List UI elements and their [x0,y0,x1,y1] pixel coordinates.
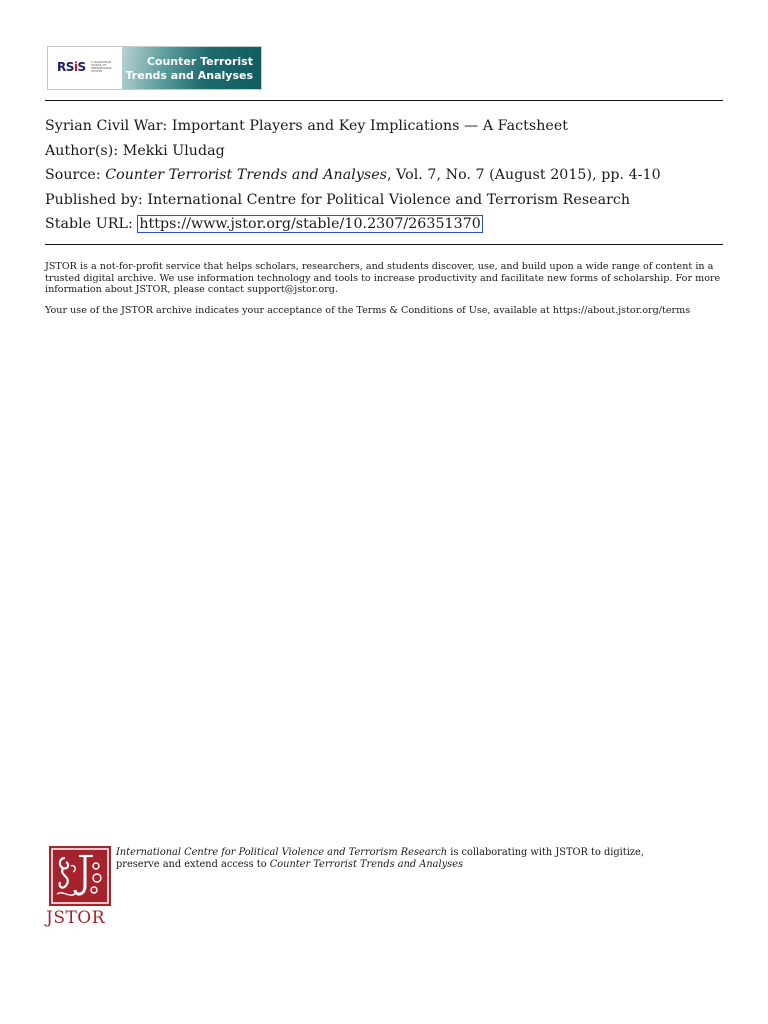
rsis-logo-subtext: S. RAJARATNAM SCHOOL OF INTERNATIONAL STUDIES [91,61,112,73]
top-divider [45,100,723,101]
source-label: Source: [45,167,106,183]
journal-banner [47,46,262,90]
author-name: Mekki Uludag [122,143,225,159]
jstor-wordmark: JSTOR [46,908,106,928]
middle-divider [45,244,723,245]
jstor-service-notice: JSTOR is a not-for-profit service that helps scholars, researchers, and students discover, use, and build upon a wide range of content in a trusted digital archive. We use information technology and tools to increase productivity and facilitate new forms of scholarship. For more information about JSTOR, please contact support@jstor.org. [45,261,721,295]
stable-url-label: Stable URL: [45,216,138,232]
author-label: Author(s): [45,143,123,159]
author-line [45,142,225,160]
jstor-emblem-icon [49,846,111,906]
publisher-name: International Centre for Political Violence and Terrorism Research [147,192,631,208]
collaboration-notice [116,847,676,870]
terms-notice: Your use of the JSTOR archive indicates your acceptance of the Terms & Conditions of Use, available at https://about.jstor.org/terms [45,305,691,316]
publisher-label: Published by: [45,192,148,208]
rsis-logo-text: RSiS [57,60,86,74]
stable-url-line [45,215,483,233]
collab-journal: Counter Terrorist Trends and Analyses [269,858,464,870]
article-title: Syrian Civil War: Important Players and Key Implications — A Factsheet [45,118,569,134]
stable-url-link[interactable]: https://www.jstor.org/stable/10.2307/26351370 [139,216,481,232]
source-line [45,166,661,184]
collab-organization: International Centre for Political Violence and Terrorism Research [116,847,448,858]
rsis-logo [48,47,122,89]
banner-title-line1: Counter Terrorist [146,55,253,68]
banner-title-line2: Trends and Analyses [125,69,253,82]
collab-text: is collaborating with JSTOR to digitize, preserve and extend access to [116,847,644,870]
source-journal: Counter Terrorist Trends and Analyses [105,167,387,183]
publisher-line [45,191,630,209]
banner-band [122,47,261,89]
source-details: , Vol. 7, No. 7 (August 2015), pp. 4-10 [387,167,661,183]
